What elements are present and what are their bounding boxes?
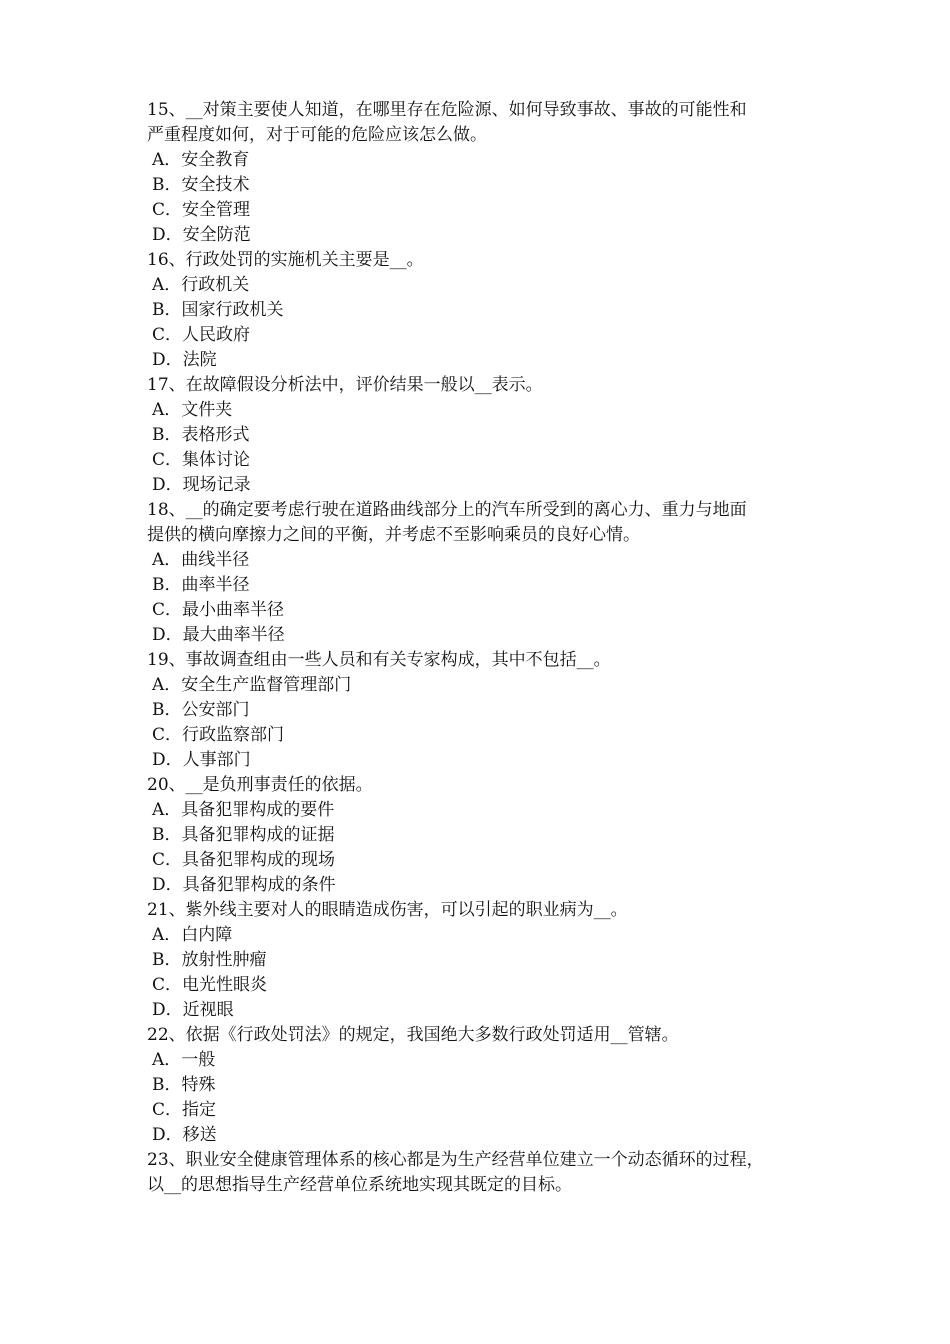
answer-option: C．具备犯罪构成的现场 bbox=[152, 850, 336, 870]
answer-option: C．指定 bbox=[152, 1100, 217, 1120]
answer-option: B．公安部门 bbox=[152, 700, 250, 720]
answer-option: C．行政监察部门 bbox=[152, 725, 285, 745]
question-text: 16、行政处罚的实施机关主要是__。 bbox=[147, 250, 424, 270]
answer-option: A．曲线半径 bbox=[152, 550, 250, 570]
answer-option: A．一般 bbox=[152, 1050, 216, 1070]
answer-option: A．白内障 bbox=[152, 925, 233, 945]
answer-option: D．具备犯罪构成的条件 bbox=[152, 875, 336, 895]
answer-option: D．法院 bbox=[152, 350, 217, 370]
question-text: 严重程度如何，对于可能的危险应该怎么做。 bbox=[147, 125, 487, 145]
question-text: 22、依据《行政处罚法》的规定，我国绝大多数行政处罚适用__管辖。 bbox=[147, 1025, 679, 1045]
answer-option: B．表格形式 bbox=[152, 425, 250, 445]
answer-option: A．文件夹 bbox=[152, 400, 233, 420]
answer-option: D．现场记录 bbox=[152, 475, 251, 495]
answer-option: C．最小曲率半径 bbox=[152, 600, 285, 620]
question-text: 15、__对策主要使人知道，在哪里存在危险源、如何导致事故、事故的可能性和 bbox=[147, 100, 747, 120]
answer-option: D．安全防范 bbox=[152, 225, 251, 245]
answer-option: C．人民政府 bbox=[152, 325, 251, 345]
question-text: 提供的横向摩擦力之间的平衡，并考虑不至影响乘员的良好心情。 bbox=[147, 525, 640, 545]
question-text: 17、在故障假设分析法中，评价结果一般以__表示。 bbox=[147, 375, 543, 395]
question-text: 20、__是负刑事责任的依据。 bbox=[147, 775, 373, 795]
answer-option: A．安全教育 bbox=[152, 150, 250, 170]
answer-option: D．移送 bbox=[152, 1125, 217, 1145]
document-page bbox=[147, 98, 817, 1198]
question-text: 19、事故调查组由一些人员和有关专家构成，其中不包括__。 bbox=[147, 650, 611, 670]
question-text: 以__的思想指导生产经营单位系统地实现其既定的目标。 bbox=[147, 1175, 572, 1195]
answer-option: B．具备犯罪构成的证据 bbox=[152, 825, 335, 845]
answer-option: B．安全技术 bbox=[152, 175, 250, 195]
answer-option: B．曲率半径 bbox=[152, 575, 250, 595]
answer-option: B．特殊 bbox=[152, 1075, 216, 1095]
answer-option: C．集体讨论 bbox=[152, 450, 251, 470]
answer-option: A．行政机关 bbox=[152, 275, 250, 295]
answer-option: C．电光性眼炎 bbox=[152, 975, 268, 995]
answer-option: C．安全管理 bbox=[152, 200, 251, 220]
answer-option: B．国家行政机关 bbox=[152, 300, 284, 320]
answer-option: A．安全生产监督管理部门 bbox=[152, 675, 352, 695]
answer-option: D．人事部门 bbox=[152, 750, 251, 770]
question-text: 23、职业安全健康管理体系的核心都是为生产经营单位建立一个动态循环的过程， bbox=[147, 1150, 764, 1170]
answer-option: D．最大曲率半径 bbox=[152, 625, 285, 645]
answer-option: D．近视眼 bbox=[152, 1000, 234, 1020]
answer-option: B．放射性肿瘤 bbox=[152, 950, 267, 970]
answer-option: A．具备犯罪构成的要件 bbox=[152, 800, 335, 820]
question-text: 21、紫外线主要对人的眼睛造成伤害，可以引起的职业病为__。 bbox=[147, 900, 628, 920]
question-text: 18、__的确定要考虑行驶在道路曲线部分上的汽车所受到的离心力、重力与地面 bbox=[147, 500, 747, 520]
